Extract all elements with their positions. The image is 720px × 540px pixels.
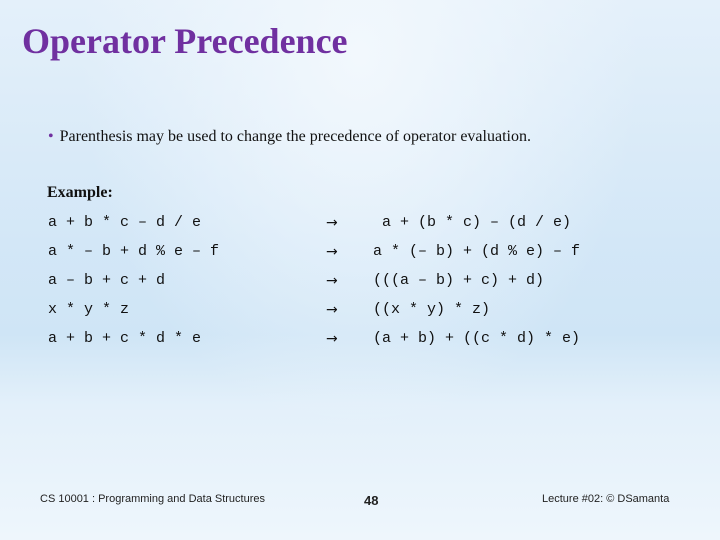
expression: x * y * z xyxy=(48,301,130,318)
example-row xyxy=(0,214,720,242)
slide-title: Operator Precedence xyxy=(22,21,348,61)
parenthesized-expression: (a + b) + ((c * d) * e) xyxy=(373,330,581,347)
right-arrow-icon: → xyxy=(326,302,338,318)
parenthesized-expression: (((a – b) + c) + d) xyxy=(373,272,545,289)
parenthesized-expression: ((x * y) * z) xyxy=(373,301,491,318)
lecture-footer: Lecture #02: © DSamanta xyxy=(542,493,670,505)
bullet-text: Parenthesis may be used to change the precedence of operator evaluation. xyxy=(59,128,531,145)
course-footer: CS 10001 : Programming and Data Structures xyxy=(40,493,266,505)
bullet-icon: • xyxy=(48,128,54,145)
expression: a + b + c * d * e xyxy=(48,330,202,347)
example-row xyxy=(0,243,720,271)
right-arrow-icon: → xyxy=(326,331,338,347)
example-row xyxy=(0,272,720,300)
expression: a + b * c – d / e xyxy=(48,214,202,231)
expression: a * – b + d % e – f xyxy=(48,243,220,260)
right-arrow-icon: → xyxy=(326,215,338,231)
parenthesized-expression: a * (– b) + (d % e) – f xyxy=(373,243,581,260)
right-arrow-icon: → xyxy=(326,244,338,260)
bullet-point xyxy=(48,128,531,146)
example-row xyxy=(0,330,720,358)
example-row xyxy=(0,301,720,329)
parenthesized-expression: a + (b * c) – (d / e) xyxy=(373,214,572,231)
example-label: Example: xyxy=(47,184,113,201)
expression: a – b + c + d xyxy=(48,272,166,289)
right-arrow-icon: → xyxy=(326,273,338,289)
page-number: 48 xyxy=(364,493,379,508)
